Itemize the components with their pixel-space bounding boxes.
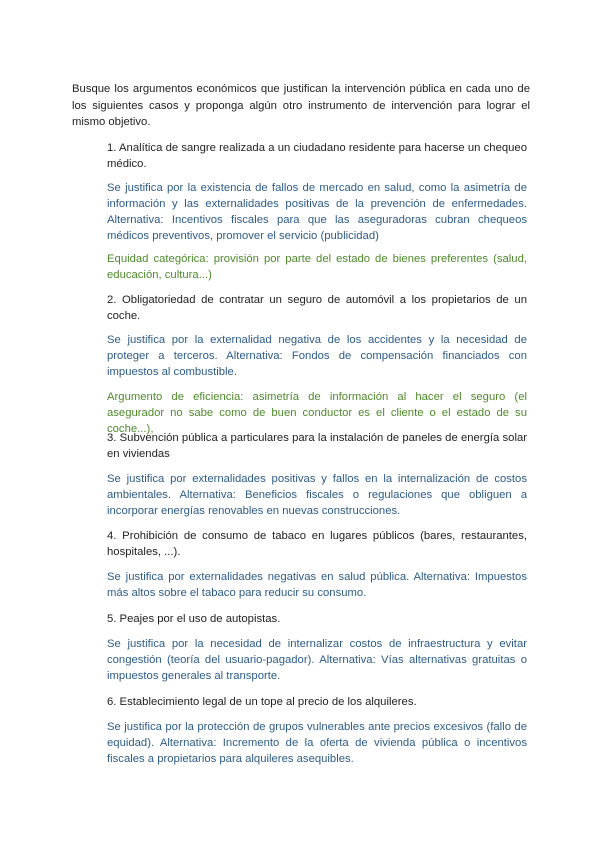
answer-3: Se justifica por externalidades positivas y fallos en la internalización de costos ambientales. Alternativa: Beneficios fiscales o regulaciones que obliguen a incorporar energías renovables en nuevas construcciones.	[107, 473, 527, 517]
note-2: Argumento de eficiencia: asimetría de información al hacer el seguro (el asegurador no sabe como de buen conductor es el cliente o el estado de su coche...),	[107, 391, 527, 435]
answer-2: Se justifica por la externalidad negativa de los accidentes y la necesidad de proteger a terceros. Alternativa: Fondos de compensación financiados con impuestos al combustible.	[107, 334, 527, 378]
note-1: Equidad categórica: provisión por parte del estado de bienes preferentes (salud, educación, cultura...)	[107, 253, 527, 281]
answer-1: Se justifica por la existencia de fallos de mercado en salud, como la asimetría de información y las externalidades positivas de la prevención de enfermedades. Alternativa: Incentivos fiscales para que las aseguradoras cubran chequeos médicos preventivos, promover el servicio (publicidad)	[107, 182, 527, 242]
question-2: 2. Obligatoriedad de contratar un seguro de automóvil a los propietarios de un coche.	[107, 294, 527, 322]
question-3: 3. Subvención pública a particulares para la instalación de paneles de energía solar en viviendas	[107, 432, 527, 460]
question-4: 4. Prohibición de consumo de tabaco en lugares públicos (bares, restaurantes, hospitales, ...).	[107, 530, 527, 558]
answer-4: Se justifica por externalidades negativas en salud pública. Alternativa: Impuestos más altos sobre el tabaco para reducir su consumo.	[107, 571, 527, 599]
answer-6: Se justifica por la protección de grupos vulnerables ante precios excesivos (fallo de equidad). Alternativa: Incremento de la oferta de vivienda pública o incentivos fiscales a propietarios para alquileres asequibles.	[107, 721, 527, 765]
question-1: 1. Analítica de sangre realizada a un ciudadano residente para hacerse un chequeo médico.	[107, 142, 527, 170]
question-6: 6. Establecimiento legal de un tope al precio de los alquileres.	[107, 696, 417, 708]
intro-paragraph: Busque los argumentos económicos que justifican la intervención pública en cada uno de los siguientes casos y proponga algún otro instrumento de intervención para lograr el mismo objetivo.	[72, 83, 530, 128]
answer-5: Se justifica por la necesidad de internalizar costos de infraestructura y evitar congestión (teoría del usuario-pagador). Alternativa: Vías alternativas gratuitas o impuestos generales al transporte.	[107, 638, 527, 682]
question-5: 5. Peajes por el uso de autopistas.	[107, 613, 281, 625]
